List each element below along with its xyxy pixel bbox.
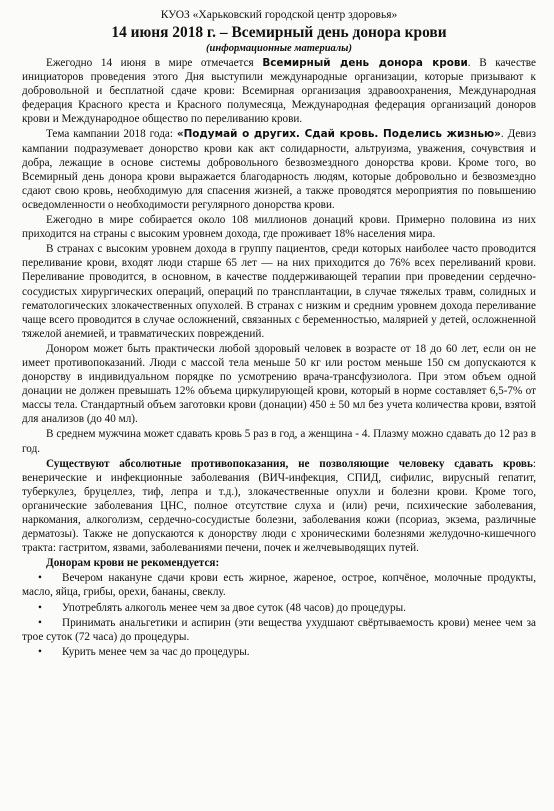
organization-name: КУОЗ «Харьковский городской центр здоровья» xyxy=(160,9,398,21)
list-item xyxy=(22,616,536,644)
title-date: 14 июня 2018 г. – xyxy=(111,24,228,41)
highlight-day-name: Всемирный день донора крови xyxy=(262,57,468,69)
text-run: . В качестве инициаторов проведения этого Дня выступили международные организации, которые призывают к добровольной и бесплатной сдаче крови: Всемирная организация здравоохранения, Международная федерация Красного креста и Красного полумесяца, Международная федерация организаций доноров крови и Международное общество по переливанию крови. xyxy=(22,57,536,126)
text-run: : венерические и инфекционные заболевания (ВИЧ-инфекция, СПИД, сифилис, вирусный гепатит, туберкулез, бруцеллез, тиф, лепра и т.д.), злокачественные опухли и болезни крови. Кроме того, органические заболевания ЦНС, полное отсутствие слуха и (или) речи, психические заболевания, наркомания, алкоголизм, сердечно-сосудистые болезни, заболевания кожи (псориаз, экзема, различные дерматозы). Также не допускаются к донорству люди с хроническими болезнями желудочно-кишечного тракта: гастритом, язвами, заболеваниями печени, почек и желчевыводящих путей. xyxy=(22,457,536,555)
page-subtitle: (информационные материалы) xyxy=(206,43,352,54)
list-item-text: Употреблять алкоголь менее чем за двое суток (48 часов) до процедуры. xyxy=(62,601,406,614)
paragraph-high-income: В странах с высоким уровнем дохода в группу пациентов, среди которых наиболее часто проводится переливание крови, входят люди старше 65 лет — на них приходится до 76% всех переливаний крови. Переливание проводится, в основном, в качестве поддерживающей терапии при проведении сердечно-сосудистых хирургических операций, операций по трансплантации, в случае тяжелых травм, солидных и гематологических злокачественных опухолей. В странах с низким и средним уровнем дохода переливание чаще всего проводится в случае осложнений, связанных с беременностью, малярией у детей, осложненной тяжелой анемией, и травматических повреждений. xyxy=(22,243,536,340)
bullet-icon: • xyxy=(38,601,42,614)
list-item xyxy=(22,645,536,659)
recommendations-heading-text: Донорам крови не рекомендуется: xyxy=(46,557,220,570)
recommendations-heading xyxy=(22,556,536,570)
text-run: . Девиз кампании подразумевает донорство крови как акт солидарности, альтруизма, уважения, сочувствия и добра, лежащие в основе системы добровольного безвозмездного донорства крови. Кроме того, во Всемирный день донора крови выражается благодарность людям, которые добровольно и безвозмездно сдают свою кровь, необходимую для спасения жизней, а также проводятся мероприятия по повышению осведомленности о необходимости регулярного донорства крови. xyxy=(22,128,536,211)
paragraph-statistics: Ежегодно в мире собирается около 108 миллионов донаций крови. Примерно половина из них приходится на страны с высоким уровнем дохода, где проживает 18% населения мира. xyxy=(22,214,536,241)
list-item xyxy=(22,571,536,599)
bullet-icon: • xyxy=(38,616,42,629)
paragraph-donor-eligibility: Донором может быть практически любой здоровый человек в возрасте от 18 до 60 лет, если он не имеет противопоказаний. Люди с массой тела меньше 50 кг или ростом меньше 150 см допускаются к донорству в индивидуальном порядке по усмотрению врача-трансфузиолога. При этом объем одной донации не должен превышать 12% объема циркулирующей крови, который в норме составляет 6,5-7% от массы тела. Стандартный объем заготовки крови (донации) 450 ± 50 мл без учета количества крови, взятой для анализов (до 40 мл). xyxy=(22,342,536,426)
contraindications-heading: Существуют абсолютные противопоказания, не позволяющие человеку сдавать кровь xyxy=(46,457,533,470)
paragraph-intro xyxy=(22,56,536,126)
text-run: Тема кампании 2018 года: xyxy=(46,128,177,141)
campaign-slogan: «Подумай о других. Сдай кровь. Поделись жизнью» xyxy=(176,128,501,141)
list-item-text: Курить менее чем за час до процедуры. xyxy=(62,645,250,658)
list-item xyxy=(22,601,536,615)
list-item-text: Принимать анальгетики и аспирин (эти вещества ухудшают свёртываемость крови) менее чем за трое суток (72 часа) до процедуры. xyxy=(22,616,536,643)
page-title xyxy=(22,23,536,42)
text-run: Ежегодно 14 июня в мире отмечается xyxy=(46,57,263,69)
title-text: Всемирный день донора крови xyxy=(231,24,447,41)
paragraph-campaign xyxy=(22,127,536,212)
paragraph-donation-frequency: В среднем мужчина может сдавать кровь 5 раз в год, а женщина - 4. Плазму можно сдавать до 12 раз в год. xyxy=(22,428,536,455)
bullet-icon: • xyxy=(38,645,42,658)
list-item-text: Вечером накануне сдачи крови есть жирное, жареное, острое, копчёное, молочные продукты, масло, яйца, грибы, орехи, бананы, свеклу. xyxy=(22,572,536,599)
paragraph-contraindications xyxy=(22,457,536,556)
bullet-icon: • xyxy=(38,572,42,585)
